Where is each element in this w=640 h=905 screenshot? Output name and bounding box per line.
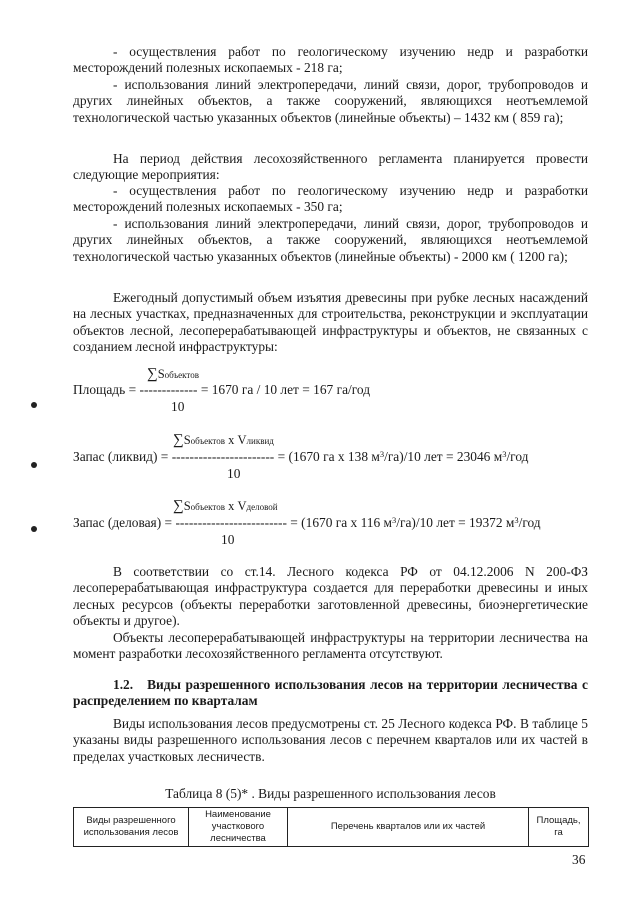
formula-stock-business-denominator: 10 — [221, 532, 235, 547]
page-number: 36 — [572, 852, 586, 867]
paragraph-geology-planned: - осуществления работ по геологическому изучению недр и разработки месторождений полезных ископаемых - 350 га; — [73, 183, 588, 215]
margin-bullet-mark — [31, 462, 37, 468]
formula-stock-business-numerator: ∑Sобъектов х Vделовой — [173, 498, 278, 514]
paragraph-infrastructure-absent: Объекты лесоперерабатывающей инфраструктуры на территории лесничества на момент разработки лесохозяйственного регламента отсутствуют. — [73, 630, 588, 662]
table-header-cell: Виды разрешенного использования лесов — [74, 808, 189, 847]
formula-stock-liquid-numerator: ∑Sобъектов х Vликвид — [173, 432, 274, 448]
table-header-cell: Площадь, га — [529, 808, 589, 847]
usage-table — [73, 807, 589, 847]
formula-stock-business-line: Запас (деловая) = ------------------------- = (1670 га х 116 $м^3/га)/10$ лет = 19372 $м^3$/год — [73, 515, 541, 530]
formula-stock-liquid-line: Запас (ликвид) = ----------------------- = (1670 га х 138 $м^3/га)/10$ лет = 23046 $м^3$/год — [73, 449, 529, 464]
section-heading — [73, 677, 588, 710]
section-title: Виды разрешенного использования лесов на территории лесничества с распределением по кварталам — [73, 677, 588, 709]
paragraph-geology-current: - осуществления работ по геологическому изучению недр и разработки месторождений полезных ископаемых - 218 га; — [73, 44, 588, 76]
table-caption: Таблица 8 (5)* . Виды разрешенного использования лесов — [165, 786, 496, 801]
formula-stock-business — [73, 496, 603, 556]
paragraph-infrastructure-law: В соответствии со ст.14. Лесного кодекса РФ от 04.12.2006 N 200-ФЗ лесоперерабатывающая инфраструктура создается для переработки древесины и иных лесных ресурсов (объекты переработки заготовленной древесины, биоэнергетические объекты и другое). — [73, 564, 588, 628]
formula-area — [73, 364, 603, 424]
paragraph-planned-intro: На период действия лесохозяйственного регламента планируется провести следующие мероприятия: — [73, 151, 588, 183]
formula-stock-liquid — [73, 430, 603, 490]
paragraph-linear-objects-planned: - использования линий электропередачи, линий связи, дорог, трубопроводов и других линейных объектов, а также сооружений, являющихся неотъемлемой технологической частью указанных объектов (линейные объекты) - 2000 км ( 1200 га); — [73, 216, 588, 264]
table-header-cell: Наименование участкового лесничества — [189, 808, 288, 847]
table-header-row — [74, 808, 589, 847]
paragraph-usage-types: Виды использования лесов предусмотрены ст. 25 Лесного кодекса РФ. В таблице 5 указаны виды разрешенного использования лесов с перечнем кварталов или их частей в пределах участковых лесничеств. — [73, 716, 588, 764]
paragraph-linear-objects-current: - использования линий электропередачи, линий связи, дорог, трубопроводов и других линейных объектов, а также сооружений, являющихся неотъемлемой технологической частью указанных объектов (линейные объекты) – 1432 км ( 859 га); — [73, 77, 588, 125]
formula-area-line: Площадь = ------------- = 1670 га / 10 лет = 167 га/год — [73, 382, 371, 397]
table-header-cell: Перечень кварталов или их частей — [288, 808, 529, 847]
paragraph-annual-volume: Ежегодный допустимый объем изъятия древесины при рубке лесных насаждений на лесных участках, предназначенных для строительства, реконструкции и эксплуатации объектов лесной, лесоперерабатывающей инфраструктуры и объектов, не связанных с созданием лесной инфраструктуры: — [73, 290, 588, 354]
formula-area-numerator: ∑Sобъектов — [147, 366, 199, 382]
section-number: 1.2. — [113, 677, 134, 692]
margin-bullet-mark — [31, 526, 37, 532]
margin-bullet-mark — [31, 402, 37, 408]
formula-area-denominator: 10 — [171, 399, 185, 414]
formula-stock-liquid-denominator: 10 — [227, 466, 241, 481]
